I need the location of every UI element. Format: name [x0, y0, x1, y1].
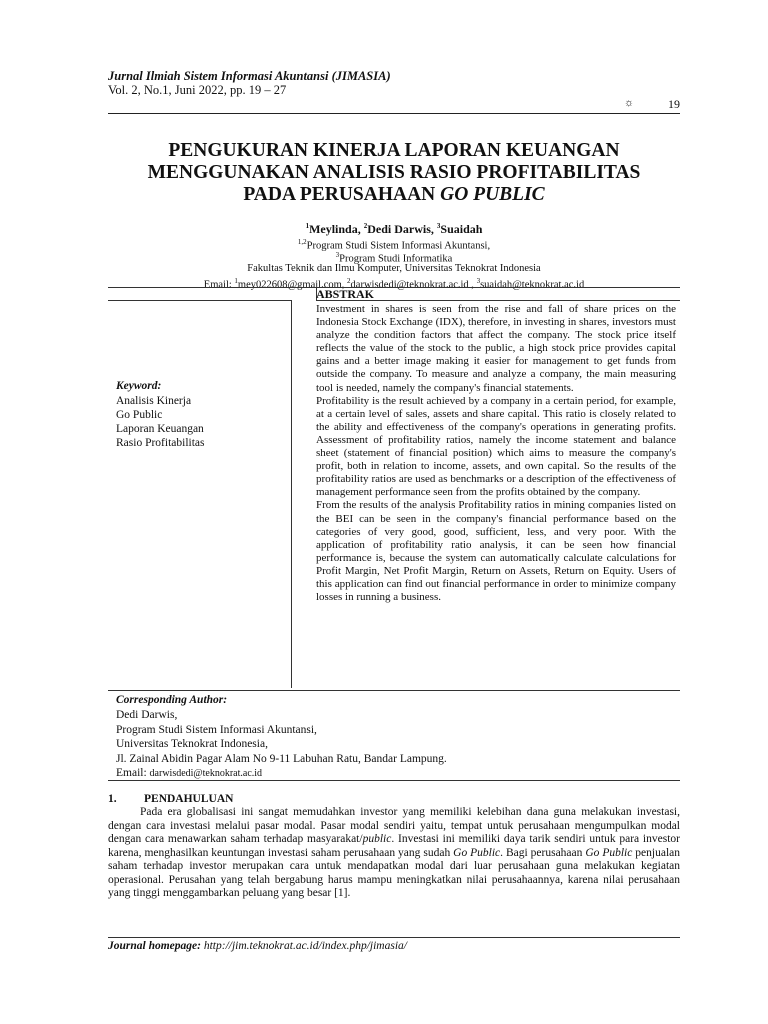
- author-emails: Email: $^1$mey022608@gmail.com, $^2$darwisdedi@teknokrat.ac.id , $^3$suaidah@teknokrat.ac.id: [203, 277, 585, 291]
- header-divider: [108, 113, 680, 114]
- footer-rule: [108, 937, 680, 938]
- corresponding-author-details: Dedi Darwis, Program Studi Sistem Informasi Akuntansi, Universitas Teknokrat Indonesia, Jl. Zainal Abidin Pagar Alam No 9-11 Labuhan Ratu, Bandar Lampung. Email: darwisdedi@teknokrat.ac.id: [116, 709, 447, 779]
- keyword-item: Rasio Profitabilitas: [116, 437, 205, 449]
- abstract-body: [316, 303, 676, 604]
- page-number: 19: [668, 97, 680, 111]
- corresponding-email[interactable]: darwisdedi@teknokrat.ac.id: [149, 768, 263, 779]
- gear-icon: ☼: [624, 97, 635, 109]
- affiliation-1: $^{1,2}$Program Studi Sistem Informasi Akuntansi,: [297, 238, 491, 252]
- journal-homepage: Journal homepage: http://jim.teknokrat.ac.id/index.php/jimasia/: [108, 940, 407, 952]
- author-list: $^1$Meylinda, $^2$Dedi Darwis, $^3$Suaidah: [305, 222, 483, 236]
- left-col-rule: [108, 300, 291, 301]
- abstract-heading: ABSTRAK: [316, 287, 375, 301]
- abstract-paragraph: From the results of the analysis Profitability ratios in mining companies listed on the BEI can be seen in the company's financial performance based on the categories of very good, good, sufficient, less, and very poor. With the application of profitability ratio analysis, it can be seen how financial performance is, because the system can automatically calculate calculations for Profit Margin, Net Profit Margin, Return on Assets, Return on Equity. Users of this application can find out financial performance in order to minimize company losses in running a business.: [316, 499, 676, 604]
- paper-title: PENGUKURAN KINERJA LAPORAN KEUANGAN MENGGUNAKAN ANALISIS RASIO PROFITABILITAS PADA PERUSAHAAN GO PUBLIC: [147, 140, 641, 205]
- abstract-paragraph: Investment in shares is seen from the rise and fall of share prices on the Indonesia Stock Exchange (IDX), therefore, in investing in shares, investors must analyze the condition factors that affect the company. The stock price itself reflects the value of the stock to the public, a high stock price provides capital gains and a better image making it easier for management to get funds from outside the company. To measure and analyze a company, the main measuring tool is needed, namely the company's financial statements.: [316, 303, 676, 394]
- keyword-heading: Keyword:: [116, 380, 162, 392]
- journal-volume: Vol. 2, No.1, Juni 2022, pp. 19 – 27: [108, 83, 287, 97]
- keyword-list: [116, 394, 204, 450]
- left-col-divider: [291, 300, 292, 688]
- section-heading: 1. PENDAHULUAN: [108, 793, 234, 805]
- affiliation-faculty: Fakultas Teknik dan Ilmu Komputer, Universitas Teknokrat Indonesia: [247, 263, 541, 274]
- affiliation-2: $^3$Program Studi Informatika: [335, 251, 453, 265]
- box-bottom-rule: [108, 690, 680, 691]
- section-body-paragraph: Pada era globalisasi ini sangat memudahkan investor yang memiliki kelebihan dana guna melakukan investasi, dengan cara investasi melalui pasar modal. Pasar modal sendiri yaitu, tempat untuk perusahaan mengumpulkan modal dengan cara menawarkan saham terhadap masyarakat/public. Investasi ini memiliki daya tarik sendiri untuk para investor karena, menghasilkan keuntungan investasi saham perusahaan yang sudah Go Public. Bagi perusahaan Go Public penjualan saham terhadap investor merupakan cara untuk mendapatkan modal dari luar perusahaan guna melakukan kegiatan operasional. Perusahan yang telah bergabung harus mampu meningkatkan nilai perusahaannya, karena nilai perusahaan yang tinggi menggambarkan peluang yang besar [1].: [108, 806, 681, 899]
- keyword-item: Laporan Keuangan: [116, 423, 204, 435]
- journal-title: Jurnal Ilmiah Sistem Informasi Akuntansi (JIMASIA): [108, 69, 391, 83]
- corresponding-author-heading: Corresponding Author:: [116, 694, 228, 706]
- abstract-paragraph: Profitability is the result achieved by a company in a certain period, for example, at a certain level of sales, assets and share capital. This ratio is closely related to the ability and effectiveness of the company's operations in generating profits. Assessment of profitability ratios, namely the income statement and balance sheet (statement of financial position) which aims to measure the company's profit, both in relation to income, assets, and own capital. So the results of the profitability ratios are used as benchmarks or a description of the effectiveness of management performance seen from the profits obtained by the company.: [316, 394, 676, 499]
- keyword-item: Go Public: [116, 409, 163, 421]
- homepage-link[interactable]: http://jim.teknokrat.ac.id/index.php/jimasia/: [200, 940, 407, 952]
- box-top-rule: [108, 287, 680, 288]
- keyword-item: Analisis Kinerja: [116, 395, 192, 407]
